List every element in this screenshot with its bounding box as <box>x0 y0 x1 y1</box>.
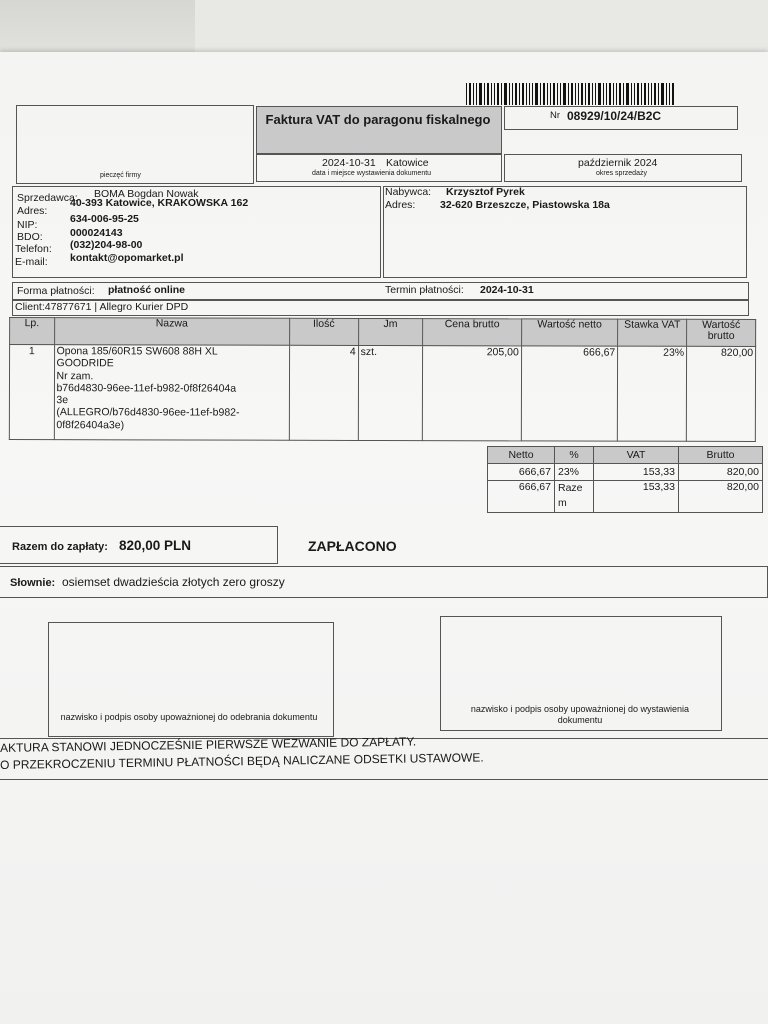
barcode-bar <box>623 83 624 105</box>
barcode-bar <box>598 83 601 105</box>
summary-pct: 23% <box>555 464 594 481</box>
barcode-bar <box>563 83 566 105</box>
seller-name: BOMA Bogdan Nowak <box>94 188 199 200</box>
paid-stamp: ZAPŁACONO <box>308 538 397 554</box>
issue-date: 2024-10-31 <box>322 157 376 169</box>
barcode-bar <box>666 83 667 105</box>
footer-line-2: O PRZEKROCZENIU TERMINU PŁATNOŚCI BĘDĄ NALICZANE ODSETKI USTAWOWE. <box>0 750 484 772</box>
barcode-bar <box>641 83 642 105</box>
barcode-bar <box>631 83 632 105</box>
sale-period: październik 2024 <box>578 157 658 169</box>
name-line: (ALLEGRO/b76d4830-96ee-11ef-b982- <box>56 406 240 420</box>
signature-issue-caption: nazwisko i podpis osoby upoważnionej do wystawienia dokumentu <box>470 704 690 725</box>
payment-form-label: Forma płatności: <box>17 285 95 297</box>
barcode-bar <box>553 83 555 105</box>
barcode-bar <box>609 83 611 105</box>
name-line: b76d4830-96ee-11ef-b982-0f8f26404a <box>56 382 237 395</box>
barcode-bar <box>595 83 596 105</box>
barcode-bar <box>479 83 482 105</box>
name-line: GOODRIDE <box>56 357 114 370</box>
summary-brutto: 820,00 <box>679 464 763 481</box>
barcode-bar <box>616 83 617 105</box>
barcode-bar <box>494 83 495 105</box>
barcode-bar <box>543 83 545 105</box>
summary-total-vat: 153,33 <box>594 481 679 513</box>
cell-lp: 1 <box>9 345 54 440</box>
amount-in-words-label: Słownie: <box>10 577 56 589</box>
footer-bottom-divider <box>0 779 768 780</box>
name-line: Nr zam. <box>56 369 94 382</box>
vat-summary-table <box>487 446 763 513</box>
payment-due-label: Termin płatności: <box>385 284 464 296</box>
seller-address: 40-393 Katowice, KRAKOWSKA 162 <box>70 197 249 209</box>
buyer-name: Krzysztof Pyrek <box>446 186 525 198</box>
summary-total-brutto: 820,00 <box>679 481 763 513</box>
seller-email-label: E-mail: <box>15 256 48 268</box>
cell-unit: szt. <box>358 345 423 440</box>
seller-bdo-label: BDO: <box>17 231 43 243</box>
barcode-bar <box>571 83 573 105</box>
barcode-bar <box>672 83 674 105</box>
header-name: Nazwa <box>54 318 289 346</box>
summary-row <box>488 464 763 481</box>
barcode-bar <box>501 83 502 105</box>
barcode-bar <box>578 83 579 105</box>
summary-vat: 153,33 <box>594 464 679 481</box>
cell-qty: 4 <box>289 345 358 440</box>
seller-address-label: Adres: <box>17 205 48 217</box>
barcode-bar <box>529 83 530 105</box>
barcode-bar <box>504 83 507 105</box>
footer-line-1: AKTURA STANOWI JEDNOCZEŚNIE PIERWSZE WEZWANIE DO ZAPŁATY. <box>0 734 417 755</box>
barcode-bar <box>476 83 477 105</box>
total-value: 820,00 PLN <box>119 538 192 553</box>
barcode-bar <box>557 83 558 105</box>
issue-place: Katowice <box>386 157 429 169</box>
cell-name <box>54 345 289 441</box>
barcode-bar <box>603 83 604 105</box>
barcode-bar <box>515 83 517 105</box>
buyer-label: Nabywca: <box>385 186 432 198</box>
seller-label: Sprzedawca: <box>17 192 78 204</box>
barcode-bar <box>581 83 583 105</box>
barcode-bar <box>634 83 635 105</box>
header-price-gross: Cena brutto <box>423 319 522 346</box>
barcode-bar <box>535 83 538 105</box>
header-net: Wartość netto <box>521 319 617 346</box>
seller-phone-label: Telefon: <box>15 243 52 255</box>
barcode-bar <box>626 83 629 105</box>
summary-header-vat: VAT <box>594 447 679 464</box>
barcode-bar <box>644 83 646 105</box>
barcode-bar <box>519 83 520 105</box>
payment-form: płatność online <box>108 284 186 296</box>
barcode-bar <box>526 83 527 105</box>
barcode-bar <box>592 83 593 105</box>
summary-netto: 666,67 <box>488 464 555 481</box>
summary-header-row <box>488 447 763 464</box>
barcode-bar <box>491 83 492 105</box>
barcode-bar <box>588 83 590 105</box>
seller-bdo: 000024143 <box>70 227 123 239</box>
seller-phone: (032)204-98-00 <box>70 239 143 251</box>
background-sheet-edge <box>195 0 768 53</box>
sale-period-caption: okres sprzedaży <box>596 170 647 177</box>
invoice-number: 08929/10/24/B2C <box>567 109 662 123</box>
barcode-bar <box>619 83 621 105</box>
summary-header-pct: % <box>555 447 594 464</box>
barcode-bar <box>585 83 586 105</box>
summary-header-brutto: Brutto <box>679 447 763 464</box>
seller-nip-label: NIP: <box>17 219 38 231</box>
header-unit: Jm <box>358 318 423 345</box>
barcode-bar <box>473 83 474 105</box>
invoice-number-label: Nr <box>550 110 561 121</box>
signature-receive-caption: nazwisko i podpis osoby upoważnionej do odebrania dokumentu <box>60 712 318 722</box>
barcode-bar <box>575 83 576 105</box>
barcode-bar <box>522 83 524 105</box>
barcode-bar <box>654 83 656 105</box>
total-label: Razem do zapłaty: <box>12 541 108 553</box>
barcode-bar <box>540 83 541 105</box>
cell-vat-rate: 23% <box>618 346 687 441</box>
barcode-bar <box>550 83 551 105</box>
barcode-bar <box>560 83 561 105</box>
table-row <box>9 345 755 442</box>
summary-total-netto: 666,67 <box>488 481 555 513</box>
barcode-bar <box>661 83 664 105</box>
header-qty: Ilość <box>289 318 358 345</box>
payment-due: 2024-10-31 <box>480 284 534 296</box>
issue-caption: data i miejsce wystawienia dokumentu <box>312 170 432 177</box>
barcode-bar <box>532 83 533 105</box>
items-header-row <box>10 318 756 347</box>
barcode-bar <box>606 83 607 105</box>
barcode-bar <box>484 83 485 105</box>
barcode-bar <box>637 83 639 105</box>
summary-total-label: Razem <box>555 481 594 513</box>
header-gross: Wartość brutto <box>687 319 756 346</box>
issue-date-box <box>256 154 502 182</box>
amount-in-words: osiemset dwadzieścia złotych zero groszy <box>62 575 285 589</box>
cell-gross: 820,00 <box>686 346 755 441</box>
barcode <box>466 83 728 105</box>
barcode-bar <box>651 83 652 105</box>
name-line: 3e <box>56 394 69 407</box>
barcode-bar <box>547 83 548 105</box>
barcode-bar <box>669 83 670 105</box>
invoice-title: Faktura VAT do paragonu fiskalnego <box>265 112 491 127</box>
company-stamp-caption: pieczęć firmy <box>100 172 141 179</box>
barcode-bar <box>466 83 467 105</box>
cell-net: 666,67 <box>521 346 618 441</box>
barcode-bar <box>568 83 569 105</box>
name-line: Opona 185/60R15 SW608 88H XL <box>56 345 218 358</box>
buyer-address: 32-620 Brzeszcze, Piastowska 18a <box>440 199 610 211</box>
barcode-bar <box>613 83 614 105</box>
header-vat-rate: Stawka VAT <box>618 319 687 346</box>
barcode-bar <box>658 83 659 105</box>
summary-total-row <box>488 481 763 513</box>
cell-price-gross: 205,00 <box>423 346 522 441</box>
barcode-bar <box>648 83 649 105</box>
seller-nip: 634-006-95-25 <box>70 213 139 225</box>
barcode-bar <box>509 83 510 105</box>
barcode-bar <box>497 83 499 105</box>
seller-email: kontakt@opomarket.pl <box>70 252 184 264</box>
barcode-bar <box>512 83 513 105</box>
barcode-bar <box>487 83 489 105</box>
client-line: Client:47877671 | Allegro Kurier DPD <box>15 301 189 313</box>
barcode-bar <box>469 83 471 105</box>
header-lp: Lp. <box>10 318 55 345</box>
buyer-address-label: Adres: <box>385 199 416 211</box>
items-table <box>9 317 756 442</box>
summary-header-netto: Netto <box>488 447 555 464</box>
name-line: 0f8f26404a3e) <box>56 418 125 432</box>
